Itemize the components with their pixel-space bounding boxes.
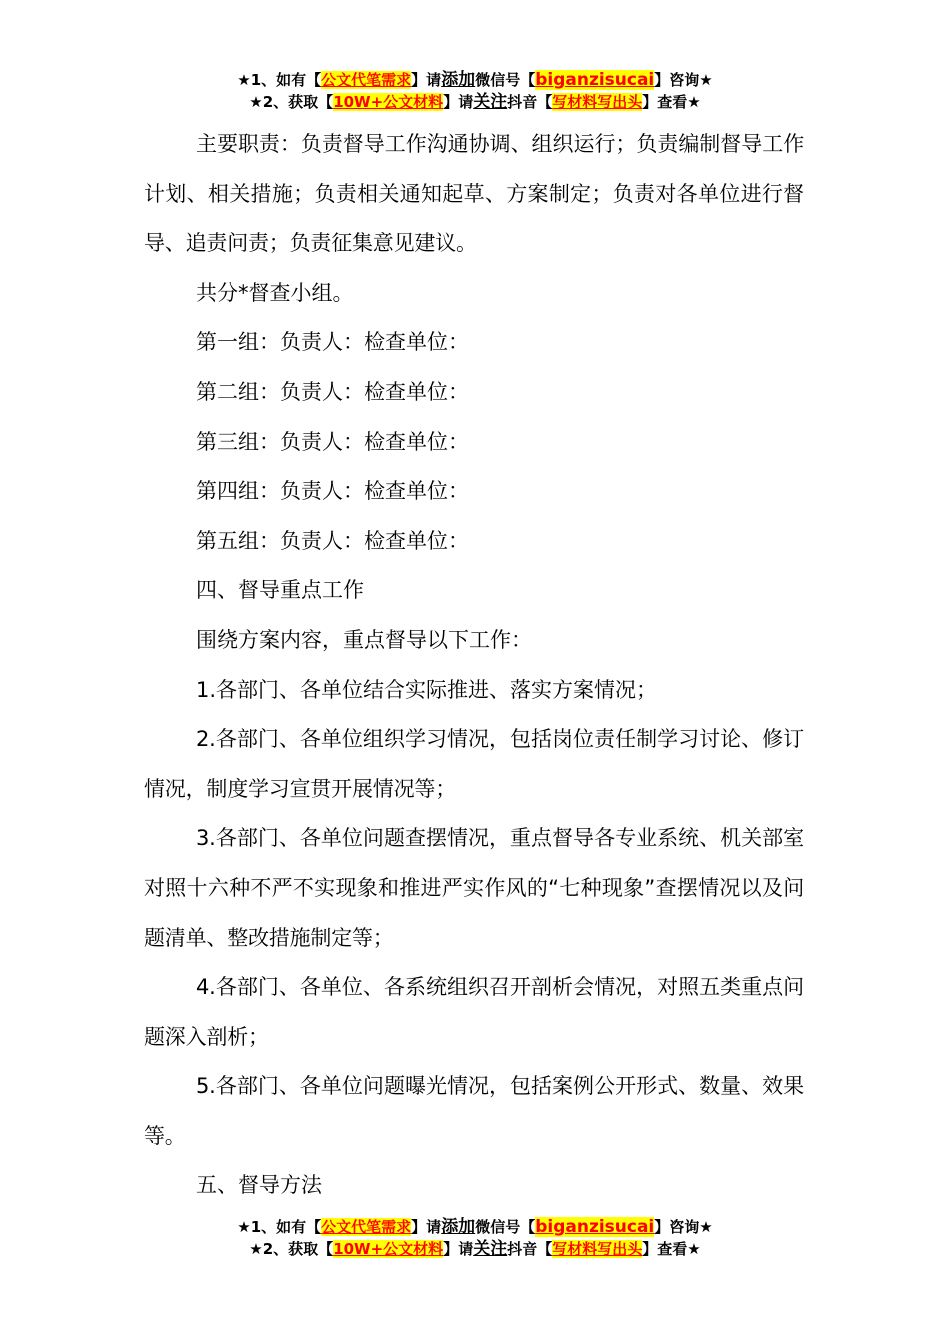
banner-text: 】咨询 [654, 71, 700, 89]
banner-text: 】请 [411, 71, 442, 89]
banner-emphasis: 关注 [473, 1239, 508, 1259]
banner-text: 】请 [411, 1218, 442, 1236]
banner-highlight-materials: 10W+公文材料 [333, 1240, 444, 1258]
star-icon: ★ [249, 93, 263, 111]
banner-highlight-douyin: 写材料写出头 [552, 93, 643, 111]
banner-line-1 [0, 69, 950, 91]
star-icon: ★ [699, 1218, 713, 1236]
star-icon: ★ [687, 93, 701, 111]
paragraph-group-5: 第五组：负责人：检查单位： [196, 528, 469, 553]
paragraph-groups-count: 共分*督查小组。 [196, 280, 354, 305]
banner-text: 微信号【 [475, 1218, 536, 1236]
banner-text: 2、获取【 [262, 1240, 334, 1258]
banner-text: 】请 [443, 1240, 474, 1258]
banner-text: 】咨询 [654, 1218, 700, 1236]
paragraph-group-4: 第四组：负责人：检查单位： [196, 479, 469, 504]
banner-text: 】查看 [642, 1240, 688, 1258]
banner-text: 抖音【 [507, 1240, 553, 1258]
banner-text: 】查看 [642, 93, 688, 111]
star-icon: ★ [699, 71, 713, 89]
banner-line-2 [0, 1238, 950, 1260]
banner-text: 微信号【 [475, 71, 536, 89]
banner-highlight-service: 公文代笔需求 [321, 71, 412, 89]
star-icon: ★ [237, 1218, 251, 1236]
footer-banner [0, 1216, 950, 1260]
banner-highlight-douyin: 写材料写出头 [552, 1240, 643, 1258]
banner-text: 1、如有【 [250, 1218, 322, 1236]
banner-line-2 [0, 91, 950, 113]
star-icon: ★ [687, 1240, 701, 1258]
star-icon: ★ [249, 1240, 263, 1258]
banner-text: 1、如有【 [250, 71, 322, 89]
banner-highlight-service: 公文代笔需求 [321, 1218, 412, 1236]
banner-text: 抖音【 [507, 93, 553, 111]
paragraph-duties: 主要职责：负责督导工作沟通协调、组织运行；负责编制督导工作计划、相关措施；负责相关通知起草、方案制定；负责对各单位进行督导、追责问责；负责征集意见建议。 [144, 132, 804, 256]
list-item-1: 1.各部门、各单位结合实际推进、落实方案情况； [196, 677, 658, 702]
banner-highlight-wechat-id: biganzisucai [535, 70, 655, 90]
banner-emphasis: 关注 [473, 92, 508, 112]
list-item-5: 5.各部门、各单位问题曝光情况，包括案例公开形式、数量、效果等。 [144, 1074, 804, 1148]
paragraph-intro: 围绕方案内容，重点督导以下工作： [196, 627, 532, 652]
banner-emphasis: 添加 [441, 70, 476, 90]
banner-text: 】请 [443, 93, 474, 111]
banner-highlight-materials: 10W+公文材料 [333, 93, 444, 111]
paragraph-group-3: 第三组：负责人：检查单位： [196, 429, 469, 454]
document-body [144, 120, 804, 1211]
banner-line-1 [0, 1216, 950, 1238]
header-banner [0, 69, 950, 113]
section-heading-4: 四、督导重点工作 [196, 578, 364, 603]
paragraph-group-2: 第二组：负责人：检查单位： [196, 379, 469, 404]
star-icon: ★ [237, 71, 251, 89]
list-item-3: 3.各部门、各单位问题查摆情况，重点督导各专业系统、机关部室对照十六种不严不实现象和推进严实作风的“七种现象”查摆情况以及问题清单、整改措施制定等； [144, 826, 804, 950]
banner-text: 2、获取【 [262, 93, 334, 111]
banner-emphasis: 添加 [441, 1217, 476, 1237]
paragraph-group-1: 第一组：负责人：检查单位： [196, 330, 469, 355]
list-item-4: 4.各部门、各单位、各系统组织召开剖析会情况，对照五类重点问题深入剖析； [144, 975, 804, 1049]
banner-highlight-wechat-id: biganzisucai [535, 1217, 655, 1237]
list-item-2: 2.各部门、各单位组织学习情况，包括岗位责任制学习讨论、修订情况，制度学习宣贯开展情况等； [144, 727, 804, 801]
section-heading-5: 五、督导方法 [196, 1173, 322, 1198]
